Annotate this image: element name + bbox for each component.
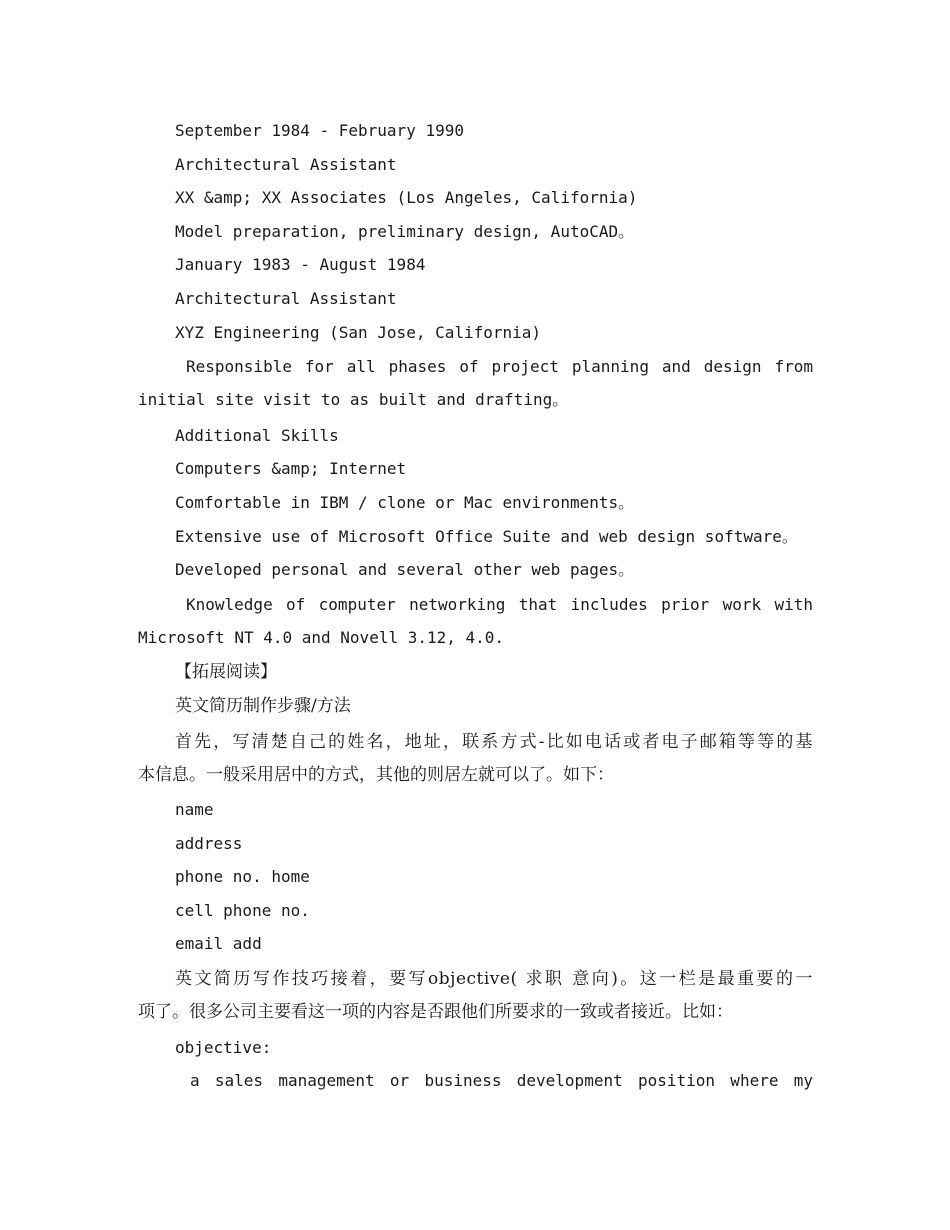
job-description-1: Model preparation, preliminary design, AutoCAD。 <box>175 221 635 241</box>
field-phone-home: phone no. home <box>175 867 310 887</box>
paragraph-line-1: 首先，写清楚自己的姓名，地址，联系方式-比如电话或者电子邮箱等等的基 <box>175 731 813 752</box>
document-body <box>138 114 813 1098</box>
field-name: name <box>175 800 214 820</box>
job-title-1: Architectural Assistant <box>175 154 397 174</box>
paragraph-line-2: 项了。很多公司主要看这一项的内容是否跟他们所要求的一致或者接近。比如： <box>138 1002 733 1023</box>
field-cell-phone: cell phone no. <box>175 900 310 920</box>
paragraph-line-1: Responsible for all phases of project planning and design from <box>186 357 813 377</box>
extended-reading-heading: 【拓展阅读】 <box>175 662 277 683</box>
section-heading-additional-skills: Additional Skills <box>175 425 339 445</box>
section-title: 英文简历制作步骤/方法 <box>175 695 351 716</box>
field-address: address <box>175 833 243 853</box>
paragraph-line-2: 本信息。一般采用居中的方式，其他的则居左就可以了。如下： <box>138 764 614 785</box>
paragraph-line-1: Knowledge of computer networking that includes prior work with <box>186 594 813 614</box>
responsibility-paragraph <box>138 349 813 419</box>
knowledge-paragraph <box>138 587 813 657</box>
date-range-2: January 1983 - August 1984 <box>175 255 426 275</box>
skill-line-3: Developed personal and several other web pages。 <box>175 560 635 580</box>
employer-1: XX &amp; XX Associates (Los Angeles, California) <box>175 188 638 208</box>
intro-paragraph <box>138 724 813 794</box>
subheading-computers: Computers &amp; Internet <box>175 459 407 479</box>
paragraph-line-1: 英文简历写作技巧接着，要写objective( 求职 意向)。这一栏是最重要的一 <box>175 969 813 990</box>
date-range-1: September 1984 - February 1990 <box>175 121 464 140</box>
field-email: email add <box>175 934 262 954</box>
objective-label: objective: <box>175 1037 272 1057</box>
job-title-2: Architectural Assistant <box>175 288 397 308</box>
paragraph-line-2: Microsoft NT 4.0 and Novell 3.12, 4.0. <box>138 627 505 647</box>
objective-text-line: a sales management or business development position where my <box>190 1071 813 1091</box>
employer-2: XYZ Engineering (San Jose, California) <box>175 322 542 342</box>
paragraph-line-2: initial site visit to as built and drafting。 <box>138 390 569 410</box>
objective-paragraph <box>138 961 813 1031</box>
skill-line-1: Comfortable in IBM / clone or Mac environments。 <box>175 492 635 512</box>
skill-line-2: Extensive use of Microsoft Office Suite and web design software。 <box>175 526 798 546</box>
